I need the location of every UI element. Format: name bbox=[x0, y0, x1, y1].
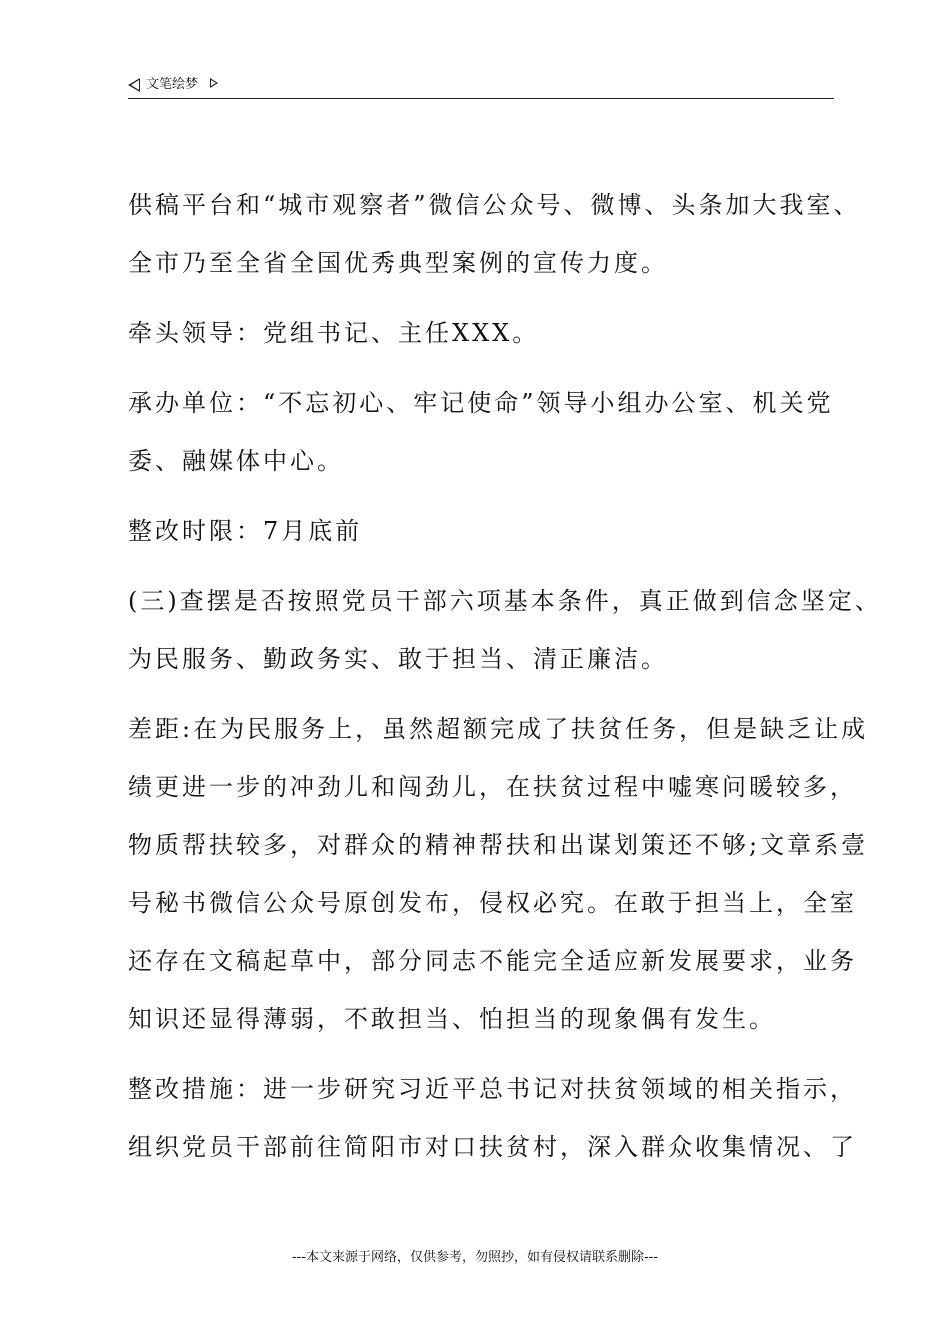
paragraph bbox=[128, 176, 861, 292]
text-line: 还存在文稿起草中，部分同志不能完全适应新发展要求，业务 bbox=[128, 947, 857, 975]
text-line: (三)查摆是否按照党员干部六项基本条件，真正做到信念坚定、 bbox=[128, 587, 882, 615]
text-line: 牵头领导：党组书记、主任XXX。 bbox=[128, 319, 540, 347]
text-line: 差距:在为民服务上，虽然超额完成了扶贫任务，但是缺乏让成 bbox=[128, 715, 869, 743]
page-header bbox=[128, 72, 834, 99]
text-line: 供稿平台和“城市观察者”微信公众号、微博、头条加大我室、 bbox=[128, 191, 861, 219]
footer-disclaimer: ---本文来源于网络，仅供参考，勿照抄，如有侵权请联系删除--- bbox=[291, 1250, 659, 1265]
text-line: 委、融媒体中心。 bbox=[128, 447, 344, 475]
text-line: 整改时限：7月底前 bbox=[128, 517, 363, 545]
triangle-right-icon bbox=[210, 78, 218, 88]
text-line: 承办单位：“不忘初心、牢记使命”领导小组办公室、机关党 bbox=[128, 389, 834, 417]
text-line: 全市乃至全省全国优秀典型案例的宣传力度。 bbox=[128, 249, 668, 277]
text-line: 物质帮扶较多，对群众的精神帮扶和出谋划策还不够;文章系壹 bbox=[128, 831, 869, 859]
text-line: 组织党员干部前往简阳市对口扶贫村，深入群众收集情况、了 bbox=[128, 1133, 857, 1161]
paragraph bbox=[128, 502, 834, 560]
paragraph bbox=[128, 572, 882, 688]
header-title: 文笔绘梦 bbox=[146, 77, 199, 92]
document-body bbox=[128, 176, 882, 1188]
paragraph bbox=[128, 304, 834, 362]
text-line: 绩更进一步的冲劲儿和闯劲儿，在扶贫过程中嘘寒问暖较多， bbox=[128, 773, 857, 801]
text-line: 知识还显得薄弱，不敢担当、怕担当的现象偶有发生。 bbox=[128, 1005, 776, 1033]
text-line: 整改措施：进一步研究习近平总书记对扶贫领域的相关指示， bbox=[128, 1075, 857, 1103]
paragraph bbox=[128, 374, 834, 490]
paragraph bbox=[128, 700, 869, 1048]
paragraph bbox=[128, 1060, 857, 1176]
triangle-left-icon bbox=[128, 78, 140, 92]
text-line: 号秘书微信公众号原创发布，侵权必究。在敢于担当上，全室 bbox=[128, 889, 857, 917]
text-line: 为民服务、勤政务实、敢于担当、清正廉洁。 bbox=[128, 645, 668, 673]
